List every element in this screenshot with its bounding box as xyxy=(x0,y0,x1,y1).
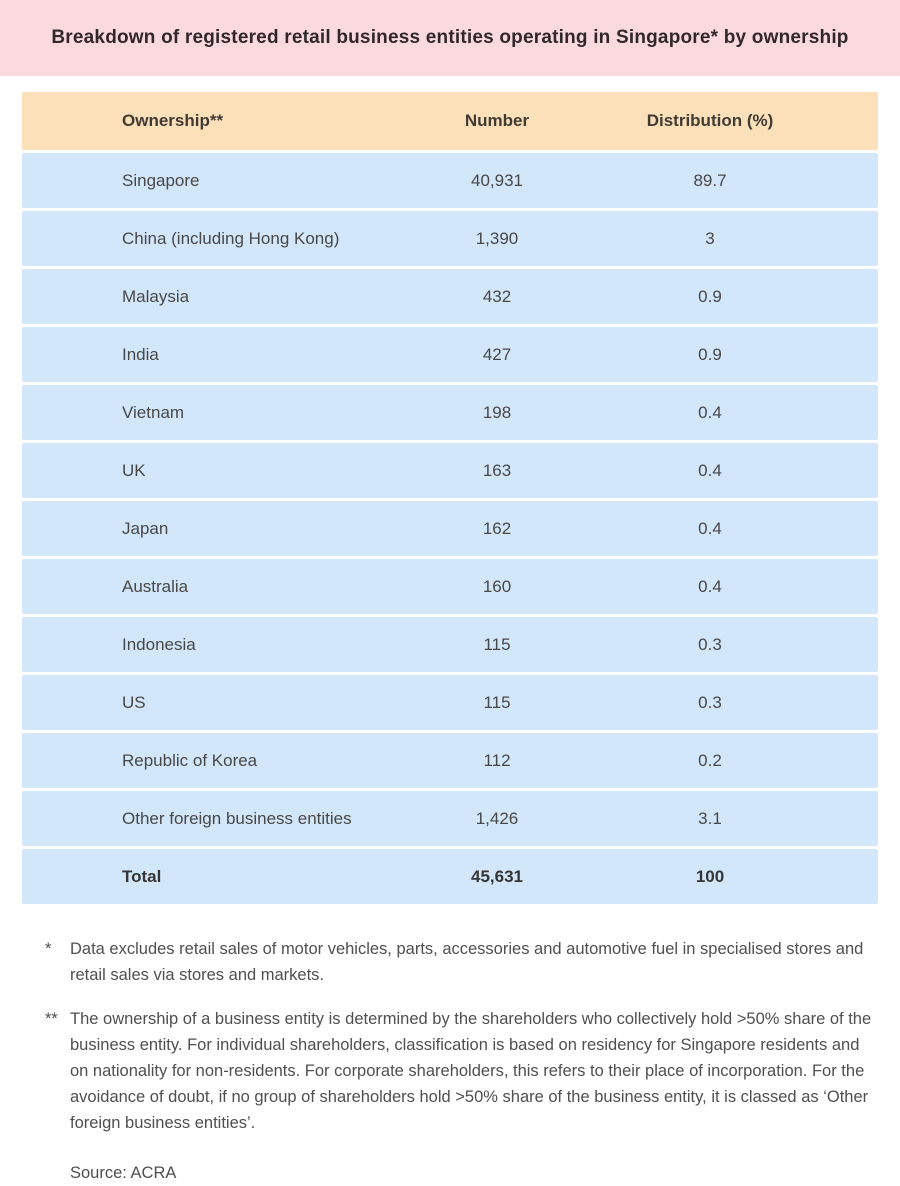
distribution-cell: 0.4 xyxy=(698,402,722,422)
number-cell: 115 xyxy=(483,634,511,654)
number-cell: 1,390 xyxy=(475,228,519,248)
distribution-cell: 0.3 xyxy=(698,692,722,712)
ownership-cell: US xyxy=(122,692,146,712)
number-cell: 115 xyxy=(483,692,511,712)
table-row xyxy=(22,211,878,266)
distribution-cell: 0.3 xyxy=(698,634,722,654)
ownership-cell: Japan xyxy=(122,518,169,538)
number-cell: 432 xyxy=(482,286,512,306)
table-total-row xyxy=(22,849,878,904)
footnote-marker: ** xyxy=(45,1010,58,1028)
ownership-cell: Vietnam xyxy=(122,402,185,422)
number-cell: 198 xyxy=(482,402,512,422)
number-cell: 162 xyxy=(482,518,512,538)
number-cell: 40,931 xyxy=(471,170,523,190)
distribution-cell: 89.7 xyxy=(693,170,727,190)
ownership-cell: India xyxy=(122,344,159,364)
table-row xyxy=(22,791,878,846)
header-cell-number: Number xyxy=(464,111,530,130)
number-cell: 427 xyxy=(482,344,512,364)
table-row xyxy=(22,385,878,440)
distribution-cell: 3.1 xyxy=(698,808,722,828)
header-cell-ownership: Ownership** xyxy=(122,111,224,130)
distribution-cell: 0.4 xyxy=(698,518,722,538)
title-banner xyxy=(0,0,900,76)
ownership-cell: Malaysia xyxy=(122,286,190,306)
ownership-cell: Australia xyxy=(122,576,189,596)
table-row xyxy=(22,733,878,788)
number-cell: 1,426 xyxy=(475,808,519,828)
ownership-cell: Singapore xyxy=(122,170,200,190)
distribution-cell: 0.4 xyxy=(698,576,722,596)
table-row xyxy=(22,559,878,614)
footnote-marker: * xyxy=(45,940,52,958)
table-header-row xyxy=(22,92,878,150)
total-number-cell: 45,631 xyxy=(471,866,523,886)
table-row xyxy=(22,327,878,382)
footnote-text: The ownership of a business entity is determined by the shareholders who collectively hold >50% share of the business entity. For individual shareholders, classification is based on residency for Singapore residents and on nationality for non-residents. For corporate shareholders, this refers to their place of incorporation. For the avoidance of doubt, if no group of shareholders hold >50% share of the business entity, it is classed as ‘Other foreign business entities’. xyxy=(70,1010,872,1132)
ownership-cell: UK xyxy=(122,460,146,480)
table-row xyxy=(22,617,878,672)
page-title: Breakdown of registered retail business entities operating in Singapore* by ownership xyxy=(51,27,849,48)
ownership-cell: China (including Hong Kong) xyxy=(122,228,340,248)
table-row xyxy=(22,675,878,730)
number-cell: 160 xyxy=(482,576,512,596)
table-row xyxy=(22,443,878,498)
number-cell: 112 xyxy=(483,750,511,770)
header-cell-distribution: Distribution (%) xyxy=(646,111,774,130)
number-cell: 163 xyxy=(482,460,512,480)
distribution-cell: 0.9 xyxy=(698,286,722,306)
distribution-cell: 0.4 xyxy=(698,460,722,480)
distribution-cell: 3 xyxy=(705,228,715,248)
footnote-double-asterisk xyxy=(45,1006,880,1136)
total-distribution-cell: 100 xyxy=(695,866,725,886)
table-row xyxy=(22,153,878,208)
footnote-asterisk xyxy=(45,936,880,988)
distribution-cell: 0.9 xyxy=(698,344,722,364)
total-ownership-cell: Total xyxy=(122,866,162,886)
table-row xyxy=(22,501,878,556)
distribution-cell: 0.2 xyxy=(698,750,722,770)
footnote-text: Data excludes retail sales of motor vehicles, parts, accessories and automotive fuel in specialised stores and retail sales via stores and markets. xyxy=(70,940,864,984)
source-attribution: Source: ACRA xyxy=(70,1164,177,1182)
table-row xyxy=(22,269,878,324)
ownership-cell: Other foreign business entities xyxy=(122,808,352,828)
ownership-cell: Republic of Korea xyxy=(122,750,258,770)
footnotes-section xyxy=(45,936,880,1186)
table-body xyxy=(22,153,878,846)
ownership-cell: Indonesia xyxy=(122,634,196,654)
ownership-table xyxy=(22,92,878,904)
